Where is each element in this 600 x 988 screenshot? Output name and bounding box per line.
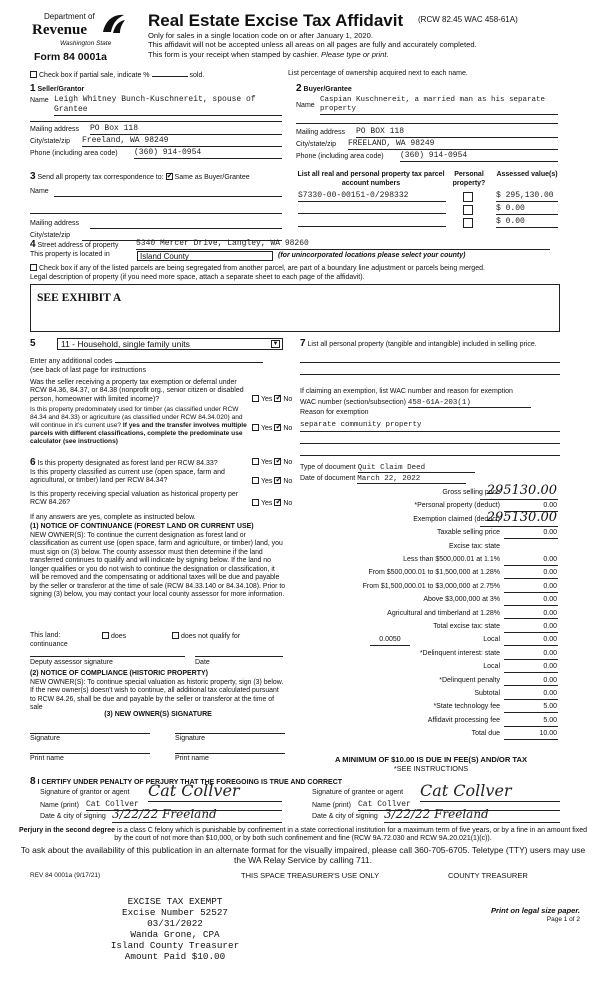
alternate-format-notice: To ask about the availability of this publication in an alternate format for the visually impaired, please call 360-705-6705. Teletype (TTY) users may use the WA Relay Service by calling 711. xyxy=(20,845,586,865)
historic-yes-checkbox[interactable] xyxy=(252,499,259,506)
fee-row xyxy=(300,623,558,636)
same-as-buyer-checkbox[interactable] xyxy=(166,173,173,180)
parcel-row xyxy=(296,204,558,217)
land-use-select[interactable]: 11 - Household, single family units ▼ xyxy=(57,338,283,350)
county-select[interactable]: Island County xyxy=(137,251,273,261)
see-instructions: *SEE INSTRUCTIONS xyxy=(393,764,469,773)
doc-type: Type of document Quit Claim Deed Date of document March 22, 2022 xyxy=(300,464,560,485)
partial-sale: Check box if partial sale, indicate % sold. xyxy=(30,71,204,81)
section-7: 7 List all personal property (tangible and intangible) included in selling price. If claiming an exemption, list WAC number and reason for exemption WAC number (section/subsection) 458-61A-203(1) Reason for exemption separate community property xyxy=(300,338,560,456)
fee-label: Local xyxy=(483,663,500,671)
parcel-number[interactable] xyxy=(298,217,446,227)
corr-mailing[interactable] xyxy=(90,228,282,229)
section-4: 4 Street address of property 5340 Mercer Drive, Langley, WA 98260 This property is located in Island County (for unincorporated locations please select your county) Check box if any of the listed parcels are being segregated from another parcel, are part of a boundary line adjustment or parcels being merged. Legal description of property (if you need more space, attach a separate sheet to each page of the affidavit). xyxy=(30,239,560,283)
fee-label: Affidavit processing fee xyxy=(427,716,500,724)
fee-value[interactable]: 0.00 xyxy=(504,502,558,512)
fee-label: Agricultural and timberland at 1.28% xyxy=(387,609,500,617)
grantee-date-city[interactable]: 3/22/22 Freeland xyxy=(384,807,560,823)
land-does-checkbox[interactable] xyxy=(102,632,109,639)
fee-label: Less than $500,000.01 at 1.1% xyxy=(403,556,500,563)
fee-label: Gross selling price xyxy=(442,489,500,496)
legal-description-box[interactable] xyxy=(30,284,560,332)
fee-value[interactable]: 0.00 xyxy=(504,529,558,539)
grantee-signature[interactable]: Cat Collver xyxy=(420,781,560,802)
fee-row xyxy=(300,650,558,663)
agency-revenue: Revenue xyxy=(32,22,87,38)
parcel-row xyxy=(296,191,558,204)
fee-row xyxy=(300,717,558,730)
fee-label: Local xyxy=(483,636,500,644)
section-8: 8 I CERTIFY UNDER PENALTY OF PERJURY THAT THE FOREGOING IS TRUE AND CORRECT xyxy=(30,776,343,787)
form-number: Form 84 0001a xyxy=(34,51,107,63)
assessed-value[interactable]: $ 295,130.00 xyxy=(496,191,558,202)
historic-no-checkbox[interactable] xyxy=(274,499,281,506)
fee-value[interactable]: 0.00 xyxy=(504,596,558,606)
land-does-not-checkbox[interactable] xyxy=(172,632,179,639)
fee-value[interactable]: 295130.00 xyxy=(480,510,558,527)
section-3: 3 Send all property tax correspondence to: ✓ Same as Buyer/Grantee Name Mailing address City/state/zip xyxy=(30,171,282,244)
timber-yes-checkbox[interactable] xyxy=(252,424,259,431)
fee-value[interactable]: 0.00 xyxy=(504,556,558,566)
current-use-yes-checkbox[interactable] xyxy=(252,477,259,484)
parcel-number[interactable]: S7330-00-00151-0/298332 xyxy=(298,191,446,202)
fee-label: Exemption claimed (deduct) xyxy=(413,515,500,523)
buyer-mailing[interactable]: PO BOX 118 xyxy=(356,127,558,138)
buyer-name[interactable]: Caspian Kuschnereit, a married man as his separate property xyxy=(320,96,558,116)
seller-phone[interactable]: (360) 914-0954 xyxy=(134,148,282,159)
parcel-header-3: Assessed value(s) xyxy=(496,171,558,178)
fee-value[interactable]: 10.00 xyxy=(504,730,558,740)
intro-line-2: This affidavit will not be accepted unless all areas on all pages are fully and accurately completed. xyxy=(148,40,477,50)
parcel-header-2: Personal property? xyxy=(452,171,486,187)
fee-label: From $500,000.01 to $1,500,000 at 1.28% xyxy=(368,569,500,577)
segregated-checkbox[interactable] xyxy=(30,264,37,271)
fee-label: Taxable selling price xyxy=(436,529,500,537)
fee-label: *Delinquent interest: state xyxy=(419,649,500,657)
fee-row xyxy=(300,690,558,703)
fee-value[interactable]: 0.00 xyxy=(504,610,558,620)
exemption-yes-checkbox[interactable] xyxy=(252,395,259,402)
seller-city[interactable]: Freeland, WA 98249 xyxy=(82,136,282,147)
fee-row xyxy=(300,569,558,582)
intro-text xyxy=(148,31,588,59)
fee-row xyxy=(300,596,558,609)
grantee-signature-block: Signature of grantee or agent Cat Collver Name (print) Cat Collver Date & city of signing 3/22/22 Freeland xyxy=(312,789,562,824)
local-rate[interactable]: 0.0050 xyxy=(370,636,410,646)
forest-no-checkbox[interactable] xyxy=(274,458,281,465)
fee-value[interactable]: 0.00 xyxy=(504,690,558,700)
fee-value[interactable]: 0.00 xyxy=(504,650,558,660)
partial-sale-checkbox[interactable] xyxy=(30,71,37,78)
timber-no-checkbox[interactable] xyxy=(274,424,281,431)
fee-label: From $1,500,000.01 to $3,000,000 at 2.75% xyxy=(362,582,500,590)
legal-description-value: SEE EXHIBIT A xyxy=(37,292,122,304)
fee-row xyxy=(300,636,558,649)
fee-label: *Personal property (deduct) xyxy=(414,502,500,510)
page-number: Page 1 of 2 xyxy=(546,916,580,923)
document-date[interactable]: March 22, 2022 xyxy=(357,475,466,484)
fee-label: Subtotal xyxy=(474,690,500,697)
parcel-row xyxy=(296,217,558,230)
personal-property-checkbox[interactable] xyxy=(463,218,473,228)
fee-row xyxy=(300,543,558,556)
fee-row xyxy=(300,677,558,690)
fee-row xyxy=(300,529,558,542)
parcel-number[interactable] xyxy=(298,204,446,214)
revision: REV 84 0001a (9/17/21) xyxy=(30,872,101,879)
treasurer-use: THIS SPACE TREASURER'S USE ONLY xyxy=(241,871,380,880)
agency-dept: Department of xyxy=(44,12,95,21)
fee-value[interactable]: 0.00 xyxy=(504,663,558,673)
corr-name[interactable] xyxy=(54,196,282,197)
grantor-date-city[interactable]: 3/22/22 Freeland xyxy=(112,807,282,823)
minimum-due: A MINIMUM OF $10.00 IS DUE IN FEE(S) AND/OR TAX xyxy=(334,755,528,764)
fee-value[interactable]: 5.00 xyxy=(504,703,558,713)
personal-property-checkbox[interactable] xyxy=(463,205,473,215)
fee-value[interactable]: 0.00 xyxy=(504,677,558,687)
fee-value[interactable]: 0.00 xyxy=(504,569,558,579)
fee-row xyxy=(300,483,558,502)
fee-value[interactable]: 5.00 xyxy=(504,717,558,727)
fee-label: Total due xyxy=(471,730,500,738)
fee-value[interactable]: 0.00 xyxy=(504,623,558,633)
forest-yes-checkbox[interactable] xyxy=(252,458,259,465)
agency-state: Washington State xyxy=(60,40,112,47)
fee-row xyxy=(300,703,558,716)
grantee-print-name[interactable]: Cat Collver xyxy=(358,800,560,811)
form-title-ref: (RCW 82.45 WAC 458-61A) xyxy=(418,15,518,24)
perjury-notice: Perjury in the second degree is a class C felony which is punishable by confinement in a state correctional institution for a maximum term of five years, or by a fine in an amount fixed by the court of not more than $10,000, or by both such confinement and fine (RCW 9A.72.030 and RCW 9A.20.021(1)(c)). xyxy=(18,827,588,843)
legal-description-label: Legal description of property (if you need more space, attach a separate sheet to each page of the affidavit). xyxy=(30,273,365,281)
seller-name[interactable]: Leigh Whitney Bunch-Kuschnereit, spouse of Grantee xyxy=(54,95,282,116)
assessed-value[interactable]: $ 0.00 xyxy=(496,217,558,228)
current-use-no-checkbox[interactable] xyxy=(274,477,281,484)
fee-row xyxy=(300,663,558,676)
ownership-note: List percentage of ownership acquired next to each name. xyxy=(288,70,468,77)
grantor-print-name[interactable]: Cat Collver xyxy=(86,800,282,811)
fee-label: *State technology fee xyxy=(433,703,500,711)
section-1: 1 Seller/Grantor Name Leigh Whitney Bunch-Kuschnereit, spouse of Grantee Mailing address PO Box 118 City/state/zip Freeland, WA 98249 Phone (including area code) (360) 914-0954 xyxy=(30,83,282,162)
wac-number[interactable]: 458-61A-203(1) xyxy=(408,399,531,408)
agency-logo-icon xyxy=(100,12,126,36)
fee-label: *Delinquent penalty xyxy=(439,676,500,684)
personal-property-checkbox[interactable] xyxy=(463,192,473,202)
fee-value[interactable]: 0.00 xyxy=(504,636,558,646)
assessed-value[interactable]: $ 0.00 xyxy=(496,204,558,215)
fee-label: Total excise tax: state xyxy=(433,623,500,630)
agency-logo xyxy=(26,10,136,64)
grantor-signature-block: Signature of grantor or agent Cat Collver Name (print) Cat Collver Date & city of signing 3/22/22 Freeland xyxy=(40,789,290,824)
fee-label: Above $3,000,000 at 3% xyxy=(423,596,500,604)
intro-line-3: This form is your receipt when stamped by cashier. Please type or print. xyxy=(148,49,389,59)
fee-row xyxy=(300,556,558,569)
buyer-city[interactable]: FREELAND, WA 98249 xyxy=(348,139,558,150)
property-address[interactable]: 5340 Mercer Drive, Langley, WA 98260 xyxy=(136,239,550,250)
fee-value[interactable]: 0.00 xyxy=(504,583,558,593)
section-2: 2 Buyer/Grantee Name Caspian Kuschnereit, a married man as his separate property Mailing address PO BOX 118 City/state/zip FREELAND, WA 98249 Phone (including area code) (360) 914-0954 xyxy=(296,83,558,165)
seller-mailing[interactable]: PO Box 118 xyxy=(90,124,282,135)
fee-label: Excise tax: state xyxy=(449,542,500,550)
document-type[interactable]: Quit Claim Deed xyxy=(358,464,476,473)
exemption-reason[interactable]: separate community property xyxy=(300,421,560,431)
chevron-down-icon[interactable]: ▼ xyxy=(272,341,279,347)
fee-value[interactable]: 295130.00 xyxy=(480,483,558,500)
fee-row xyxy=(300,509,558,529)
fee-row xyxy=(300,730,558,743)
parcel-header-1: List all real and personal property tax parcel account numbers xyxy=(297,171,445,187)
grantor-signature[interactable]: Cat Collver xyxy=(148,781,282,802)
treasurer-stamp: EXCISE TAX EXEMPT Excise Number 52527 03/31/2022 Wanda Grone, CPA Island County Treasurer Amount Paid $10.00 xyxy=(110,896,240,962)
county-treasurer: COUNTY TREASURER xyxy=(448,871,528,880)
fee-row xyxy=(300,610,558,623)
buyer-phone[interactable]: (360) 914-0954 xyxy=(400,151,558,162)
intro-line-1: Only for sales in a single location code on or after January 1, 2020. xyxy=(148,31,373,40)
paper-size-note: Print on legal size paper. xyxy=(490,906,580,915)
exemption-no-checkbox[interactable] xyxy=(274,395,281,402)
fee-row xyxy=(300,583,558,596)
form-title: Real Estate Excise Tax Affidavit xyxy=(148,11,404,30)
